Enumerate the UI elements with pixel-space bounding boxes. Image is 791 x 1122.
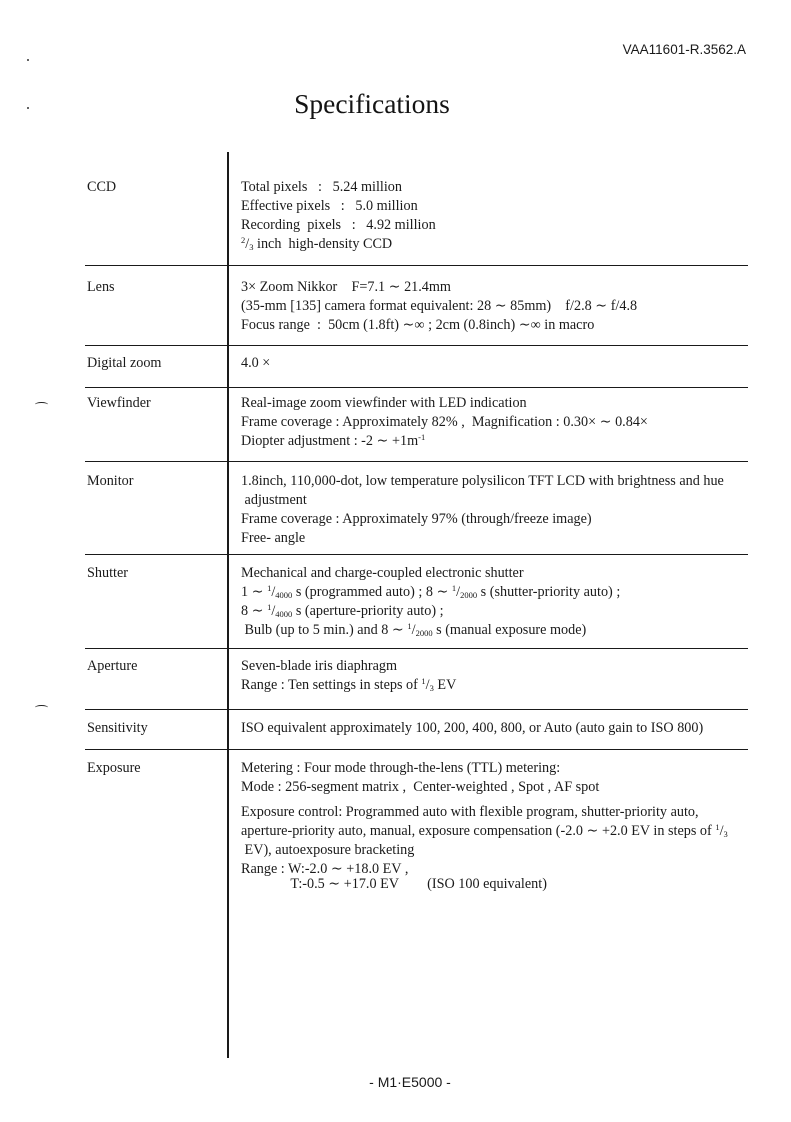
- spec-text: Frame coverage : Approximately 82% , Magnification : 0.30× ∼ 0.84×: [241, 413, 648, 430]
- spec-value: [241, 564, 748, 640]
- spec-text: Diopter adjustment : -2 ∼ +1m: [241, 432, 419, 449]
- spec-line: [241, 841, 748, 860]
- spec-text: (35-mm [135] camera format equivalent: 28 ∼ 85mm) f/2.8 ∼ f/4.8: [241, 297, 638, 314]
- margin-arc-mark: [35, 402, 48, 407]
- spec-line: [241, 875, 748, 894]
- spec-text: Metering : Four mode through-the-lens (TTL) metering:: [241, 759, 561, 776]
- margin-arc-mark: [35, 705, 48, 710]
- spec-text: /: [271, 602, 276, 619]
- spec-text: Effective pixels : 5.0 million: [241, 197, 418, 214]
- document-id: VAA11601-R.3562.A: [622, 42, 746, 57]
- spec-row-sensitivity: [85, 710, 748, 750]
- spec-text: Range : Ten settings in steps of: [241, 676, 422, 693]
- spec-text: 1.8inch, 110,000-dot, low temperature polysilicon TFT LCD with brightness and hue: [241, 472, 724, 489]
- spec-text: Mechanical and charge-coupled electronic shutter: [241, 564, 524, 581]
- spec-line: [241, 719, 748, 738]
- subscript: 4000: [275, 608, 293, 619]
- spec-line: [241, 621, 748, 640]
- spec-label: Exposure: [87, 759, 141, 776]
- spec-line: [241, 822, 748, 841]
- spec-row-aperture: [85, 649, 748, 710]
- spec-label: Viewfinder: [87, 394, 151, 411]
- spec-table: [85, 152, 748, 1056]
- spec-text: /: [456, 583, 461, 600]
- spec-line: [241, 529, 748, 548]
- spec-line: [241, 278, 748, 297]
- spec-line: [241, 197, 748, 216]
- superscript: 1: [407, 620, 412, 631]
- spec-text: 3× Zoom Nikkor F=7.1 ∼ 21.4mm: [241, 278, 451, 295]
- spec-text: Seven-blade iris diaphragm: [241, 657, 398, 674]
- spec-row-ccd: [85, 152, 748, 266]
- spec-text: 1 ∼: [241, 583, 268, 600]
- spec-value: [241, 394, 748, 451]
- page-title: Specifications: [294, 88, 450, 119]
- spec-line: [241, 778, 748, 797]
- subscript: 3: [249, 241, 254, 252]
- spec-text: s (programmed auto) ; 8 ∼: [292, 583, 452, 600]
- spec-row-viewfinder: [85, 388, 748, 462]
- spec-text: EV), autoexposure bracketing: [241, 841, 415, 858]
- spec-line: [241, 510, 748, 529]
- spec-line: [241, 178, 748, 197]
- spec-label: Aperture: [87, 657, 138, 674]
- subscript: 4000: [275, 589, 293, 600]
- spec-line: [241, 759, 748, 778]
- spec-label: Lens: [87, 278, 115, 295]
- spec-value: [241, 354, 748, 373]
- superscript: 1: [451, 582, 457, 593]
- spec-text: Total pixels : 5.24 million: [241, 178, 402, 195]
- spec-line: [241, 472, 748, 491]
- spec-value: [241, 657, 748, 695]
- spec-text: s (aperture-priority auto) ;: [292, 602, 444, 619]
- spec-text: /: [411, 621, 416, 638]
- superscript: 1: [715, 821, 720, 832]
- spec-line: [241, 432, 748, 451]
- spec-text: /: [245, 235, 250, 252]
- spec-line: [241, 216, 748, 235]
- superscript: 2: [241, 234, 246, 245]
- column-divider: [227, 152, 229, 1058]
- spec-text: s (manual exposure mode): [432, 621, 587, 638]
- subscript: 3: [429, 682, 434, 693]
- spec-text: s (shutter-priority auto) ;: [477, 583, 621, 600]
- superscript: 1: [267, 601, 272, 612]
- spec-value: [241, 472, 748, 548]
- spec-line: [241, 297, 748, 316]
- spec-row-exposure: [85, 750, 748, 1056]
- spec-line: [241, 413, 748, 432]
- spec-text: /: [719, 822, 724, 839]
- spec-line: [241, 235, 748, 254]
- spec-text: /: [271, 583, 276, 600]
- spec-line: [241, 803, 748, 822]
- spec-row-shutter: [85, 555, 748, 649]
- spec-label: CCD: [87, 178, 117, 195]
- superscript: 1: [421, 675, 426, 686]
- spec-value: [241, 178, 748, 254]
- spec-label: Monitor: [87, 472, 134, 489]
- subscript: 2000: [415, 627, 433, 638]
- spec-row-digital-zoom: [85, 346, 748, 388]
- spec-line: [241, 354, 748, 373]
- spec-text: Mode : 256-segment matrix , Center-weighted , Spot , AF spot: [241, 778, 600, 795]
- spec-label: Sensitivity: [87, 719, 148, 736]
- spec-row-lens: [85, 266, 748, 346]
- spec-text: 8 ∼: [241, 602, 268, 619]
- spec-text: Focus range : 50cm (1.8ft) ∼∞ ; 2cm (0.8inch) ∼∞ in macro: [241, 316, 595, 333]
- subscript: 3: [723, 828, 728, 839]
- spec-text: Free- angle: [241, 529, 306, 546]
- spec-line: [241, 316, 748, 335]
- spec-value: [241, 719, 748, 738]
- subscript: 2000: [460, 589, 478, 600]
- spec-line: [241, 657, 748, 676]
- spec-text: ISO equivalent approximately 100, 200, 400, 800, or Auto (auto gain to ISO 800): [241, 719, 704, 736]
- spec-line: [241, 394, 748, 413]
- spec-text: 4.0 ×: [241, 354, 271, 371]
- spec-value: [241, 759, 748, 894]
- spec-label: Shutter: [87, 564, 128, 581]
- spec-row-monitor: [85, 462, 748, 555]
- superscript: -1: [418, 431, 426, 442]
- spec-line: [241, 583, 748, 602]
- spec-line: [241, 491, 748, 510]
- spec-line: [241, 676, 748, 695]
- margin-dot-mark: [27, 59, 29, 61]
- spec-text: adjustment: [241, 491, 307, 508]
- spec-text: EV: [433, 676, 457, 693]
- spec-line: [241, 602, 748, 621]
- spec-text: Frame coverage : Approximately 97% (through/freeze image): [241, 510, 592, 527]
- spec-value: [241, 278, 748, 335]
- spec-text: Real-image zoom viewfinder with LED indication: [241, 394, 527, 411]
- superscript: 1: [267, 582, 272, 593]
- spec-text: Bulb (up to 5 min.) and 8 ∼: [241, 621, 408, 638]
- spec-text: Recording pixels : 4.92 million: [241, 216, 436, 233]
- spec-text: aperture-priority auto, manual, exposure compensation (-2.0 ∼ +2.0 EV in steps of: [241, 822, 716, 839]
- page-footer: - M1·E5000 -: [369, 1074, 451, 1090]
- spec-line: [241, 564, 748, 583]
- spec-label: Digital zoom: [87, 354, 162, 371]
- spec-text: Exposure control: Programmed auto with flexible program, shutter-priority auto,: [241, 803, 699, 820]
- spec-text: Range : W:-2.0 ∼ +18.0 EV ,: [241, 860, 409, 877]
- spec-text: /: [425, 676, 430, 693]
- spec-text: T:-0.5 ∼ +17.0 EV (ISO 100 equivalent): [241, 875, 547, 892]
- spec-text: inch high-density CCD: [253, 235, 393, 252]
